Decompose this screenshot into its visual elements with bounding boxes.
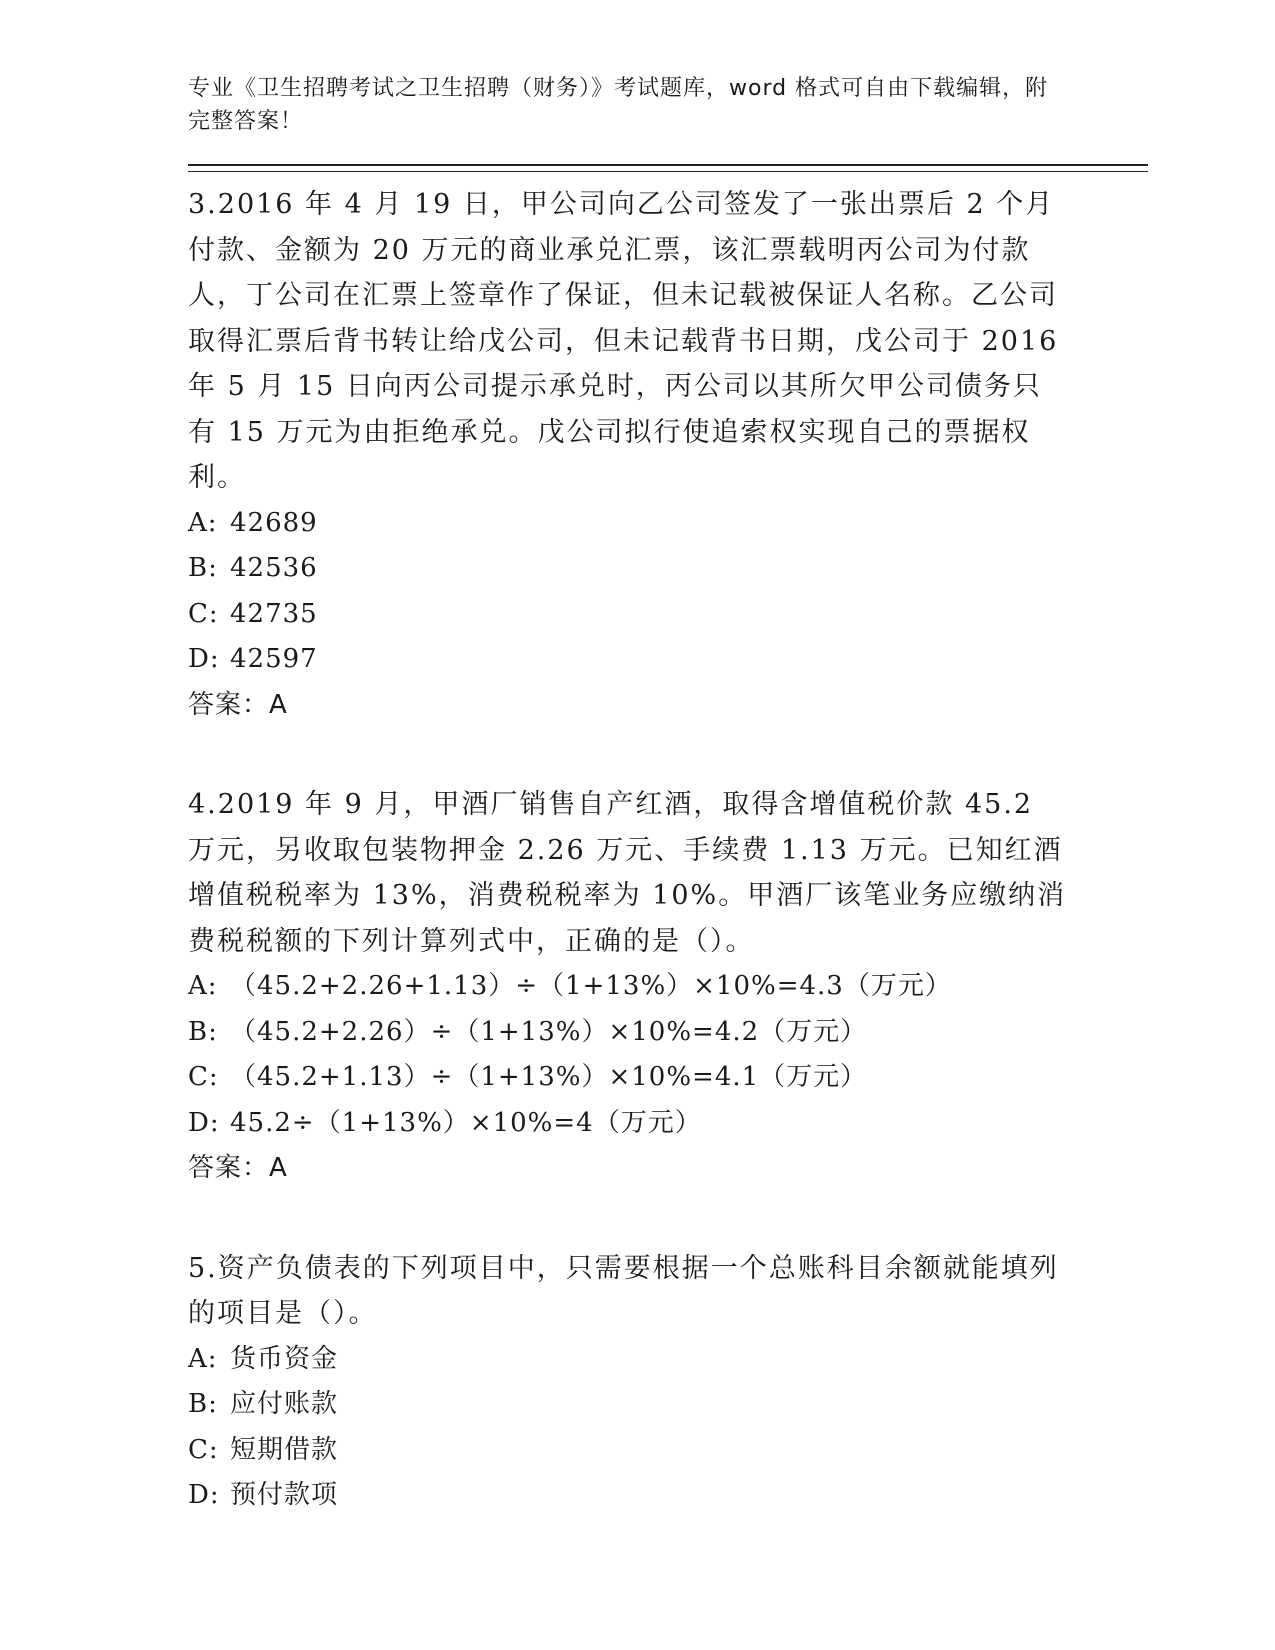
document-page — [188, 72, 1148, 1519]
option-text: 42735 — [230, 598, 318, 629]
option-text: 42689 — [230, 507, 318, 538]
document-header: 专业《卫生招聘考试之卫生招聘（财务）》考试题库，word 格式可自由下载编辑，附完整答案！ — [188, 76, 1049, 134]
question-5 — [188, 1246, 1148, 1519]
option-text: 42597 — [230, 644, 318, 674]
option-b — [188, 546, 1148, 592]
option-d — [188, 1101, 1148, 1147]
option-text: （45.2+2.26）÷（1+13%）×10%=4.2（万元） — [230, 1016, 868, 1047]
option-letter: B: — [188, 553, 218, 583]
option-text: 预付款项 — [230, 1480, 339, 1510]
option-text: 42536 — [230, 553, 318, 583]
option-letter: A: — [188, 507, 218, 538]
option-letter: D: — [188, 644, 220, 674]
option-b — [188, 1382, 1148, 1428]
answer-line: 答案：A — [188, 689, 288, 720]
option-letter: B: — [188, 1389, 218, 1419]
question-text: 5.资产负债表的下列项目中，只需要根据一个总账科目余额就能填列的项目是（）。 — [188, 1252, 1059, 1329]
option-a — [188, 1337, 1148, 1383]
header-divider — [188, 164, 1148, 172]
option-b — [188, 1010, 1148, 1056]
option-letter: D: — [188, 1480, 220, 1510]
option-letter: C: — [188, 1434, 219, 1465]
option-text: 45.2÷（1+13%）×10%=4（万元） — [230, 1107, 702, 1138]
option-letter: D: — [188, 1107, 220, 1138]
option-a — [188, 501, 1148, 547]
option-text: （45.2+1.13）÷（1+13%）×10%=4.1（万元） — [230, 1062, 868, 1092]
question-text: 4.2019 年 9 月，甲酒厂销售自产红酒，取得含增值税价款 45.2 万元，另收取包装物押金 2.26 万元、手续费 1.13 万元。已知红酒增值税税率为 13%，消费税税率为 10%。甲酒厂该笔业务应缴纳消费税税额的下列计算列式中，正确的是（）。 — [188, 789, 1067, 957]
option-d — [188, 1473, 1148, 1519]
option-c — [188, 1428, 1148, 1474]
option-letter: C: — [188, 1062, 219, 1092]
option-letter: A: — [188, 1343, 218, 1374]
option-letter: B: — [188, 1016, 218, 1047]
question-text: 3.2016 年 4 月 19 日，甲公司向乙公司签发了一张出票后 2 个月付款、金额为 20 万元的商业承兑汇票，该汇票载明丙公司为付款人，丁公司在汇票上签章作了保证，但未记载被保证人名称。乙公司取得汇票后背书转让给戊公司，但未记载背书日期，戊公司于 2016 年 5 月 15 日向丙公司提示承兑时，丙公司以其所欠甲公司债务只有 15 万元为由拒绝承兑。戊公司拟行使追索权实现自己的票据权利。 — [188, 189, 1059, 493]
question-3 — [188, 182, 1148, 728]
option-d — [188, 637, 1148, 683]
option-c — [188, 1055, 1148, 1101]
option-text: （45.2+2.26+1.13）÷（1+13%）×10%=4.3（万元） — [230, 971, 952, 1001]
option-text: 短期借款 — [230, 1434, 339, 1465]
option-text: 货币资金 — [230, 1343, 339, 1374]
option-a — [188, 964, 1148, 1010]
option-letter: A: — [188, 971, 218, 1001]
answer-line: 答案：A — [188, 1153, 288, 1183]
option-text: 应付账款 — [230, 1389, 339, 1419]
question-4 — [188, 782, 1148, 1192]
option-letter: C: — [188, 598, 219, 629]
option-c — [188, 592, 1148, 638]
